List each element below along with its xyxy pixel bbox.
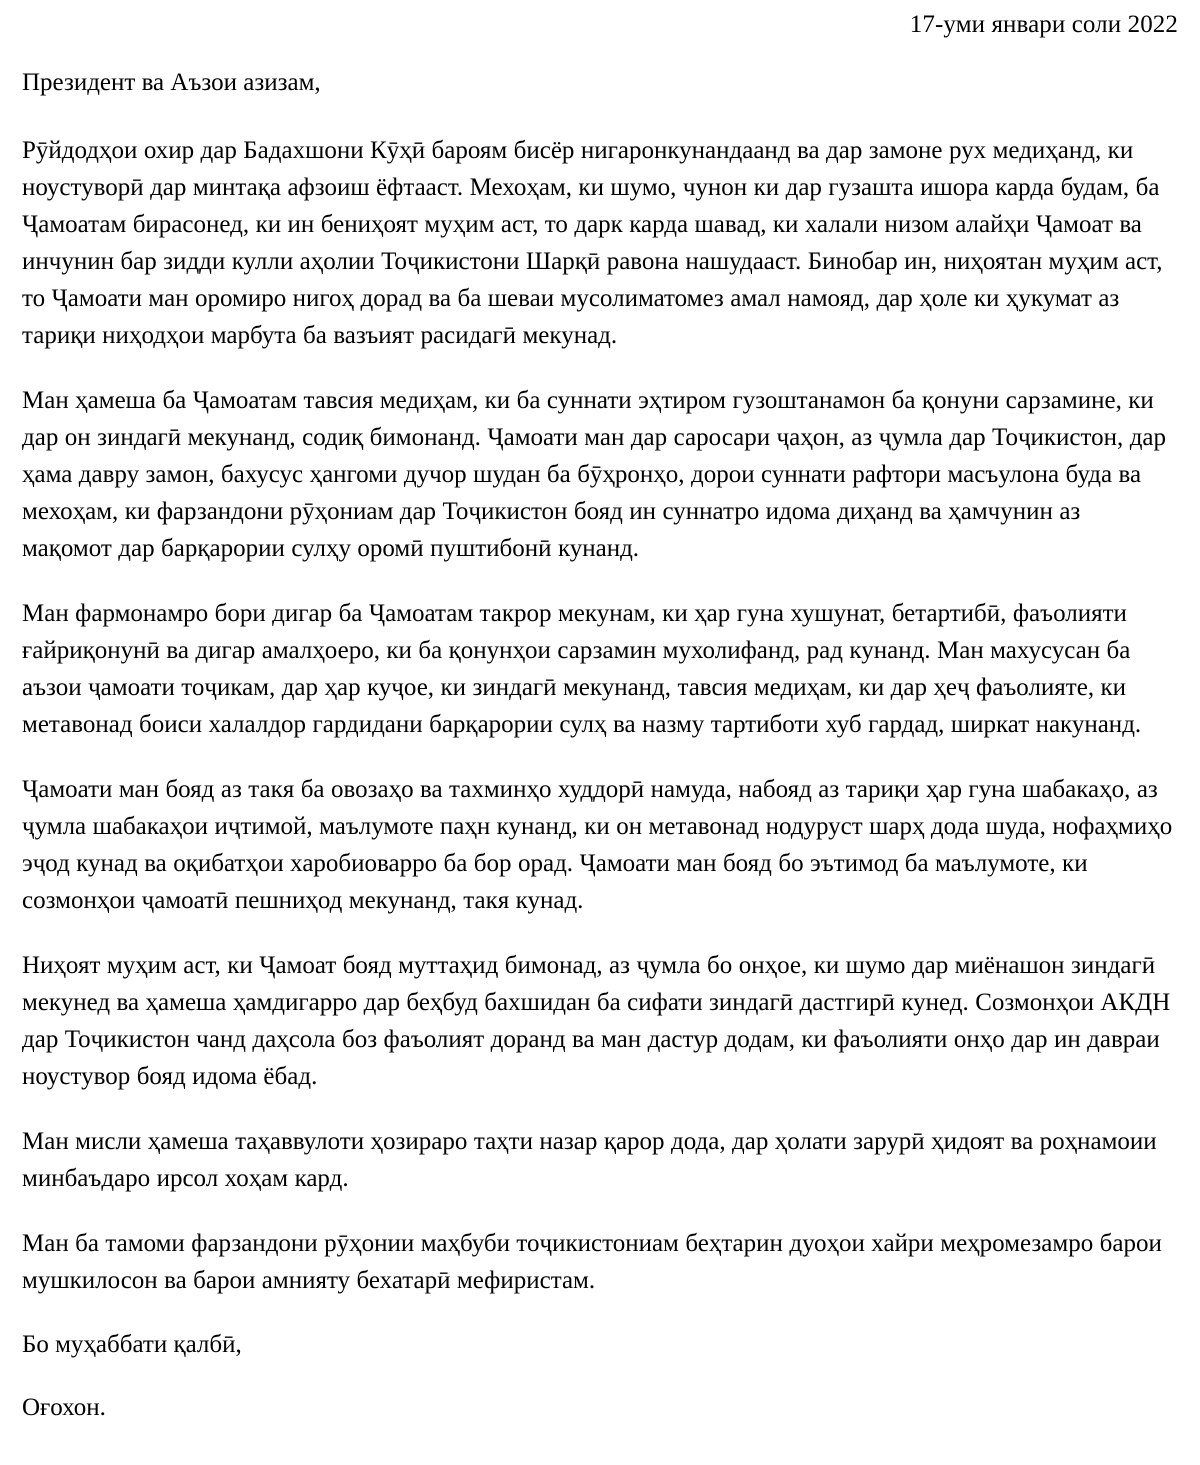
letter-paragraph-6: Ман мисли ҳамеша таҳаввулоти ҳозираро таҳти назар қарор дода, дар ҳолати зарурӣ ҳидоят ва роҳнамоии минбаъдаро ирсол хоҳам кард. <box>22 1127 1157 1192</box>
letter-paragraph-2: Ман ҳамеша ба Ҷамоатам тавсия медиҳам, ки ба суннати эҳтиром гузоштанамон ба қонуни сарзамине, ки дар он зиндагӣ мекунанд, содиқ бимонанд. Ҷамоати ман дар саросари ҷаҳон, аз ҷумла дар Тоҷикистон, дар ҳама давру замон, бахусус ҳангоми дучор шудан ба бӯҳронҳо, дорои суннати рафтори масъулона буда ва мехоҳам, ки фарзандони рӯҳониам дар Тоҷикистон бояд ин суннатро идома диҳанд ва ҳамчунин аз мақомот дар барқарории сулҳу оромӣ пуштибонӣ кунанд. <box>22 386 1167 562</box>
letter-paragraph-1: Рӯйдодҳои охир дар Бадахшони Кӯҳӣ бароям бисёр нигаронкунандаанд ва дар замоне рух медиҳанд, ки ноустуворӣ дар минтақа афзоиш ёфтааст. Мехоҳам, ки шумо, чунон ки дар гузашта ишора карда будам, ба Ҷамоатам бирасонед, ки ин бениҳоят муҳим аст, то дарк карда шавад, ки халали низом алайҳи Ҷамоат ва инчунин бар зидди кулли аҳолии Тоҷикистони Шарқӣ равона нашудааст. Бинобар ин, ниҳоятан муҳим аст, то Ҷамоати ман оромиро нигоҳ дорад ва ба шеваи мусолиматомез амал намояд, дар ҳоле ки ҳукумат аз тариқи ниҳодҳои марбута ба вазъият расидагӣ мекунад. <box>22 136 1163 349</box>
letter-paragraph-3: Ман фармонамро бори дигар ба Ҷамоатам такрор мекунам, ки ҳар гуна хушунат, бетартибӣ, фаъолияти ғайриқонунӣ ва дигар амалҳоеро, ки ба қонунҳои сарзамин мухолифанд, рад кунанд. Ман махусусан ба аъзои ҷамоати тоҷикам, дар ҳар куҷое, ки зиндагӣ мекунанд, тавсия медиҳам, ки дар ҳеҷ фаъолияте, ки метавонад боиси халалдор гардидани барқарории сулҳ ва назму тартиботи хуб гардад, ширкат накунанд. <box>22 599 1142 738</box>
letter-date: 17-уми январи соли 2022 <box>909 11 1178 38</box>
letter-paragraph-7: Ман ба тамоми фарзандони рӯҳонии маҳбуби тоҷикистониам беҳтарин дуоҳои хайри меҳромезамро барои мушкилосон ва барои амнияту бехатарӣ мефиристам. <box>22 1229 1162 1294</box>
letter-paragraph-5: Ниҳоят муҳим аст, ки Ҷамоат бояд муттаҳид бимонад, аз ҷумла бо онҳое, ки шумо дар миёнашон зиндагӣ мекунед ва ҳамеша ҳамдигарро дар беҳбуд бахшидан ба сифати зиндагӣ дастгирӣ кунед. Созмонҳои АКДН дар Тоҷикистон чанд даҳсола боз фаъолият доранд ва ман дастур додам, ки фаъолияти онҳо дар ин давраи ноустувор бояд идома ёбад. <box>22 951 1171 1090</box>
letter-signature: Оғохон. <box>22 1393 106 1421</box>
letter-salutation: Президент ва Аъзои азизам, <box>22 69 321 96</box>
letter-closing: Бо муҳаббати қалбӣ, <box>22 1330 242 1358</box>
letter-paragraph-4: Ҷамоати ман бояд аз такя ба овозаҳо ва тахминҳо худдорӣ намуда, набояд аз тариқи ҳар гуна шабакаҳо, аз ҷумла шабакаҳои иҷтимой, маълумоте паҳн кунанд, ки он метавонад нодуруст шарҳ дода шуда, нофаҳмиҳо эҷод кунад ва оқибатҳои харобиоварро ба бор орад. Ҷамоати ман бояд бо эътимод ба маълумоте, ки созмонҳои ҷамоатӣ пешниҳод мекунанд, такя кунад. <box>22 775 1173 914</box>
letter-body <box>0 66 1200 1425</box>
